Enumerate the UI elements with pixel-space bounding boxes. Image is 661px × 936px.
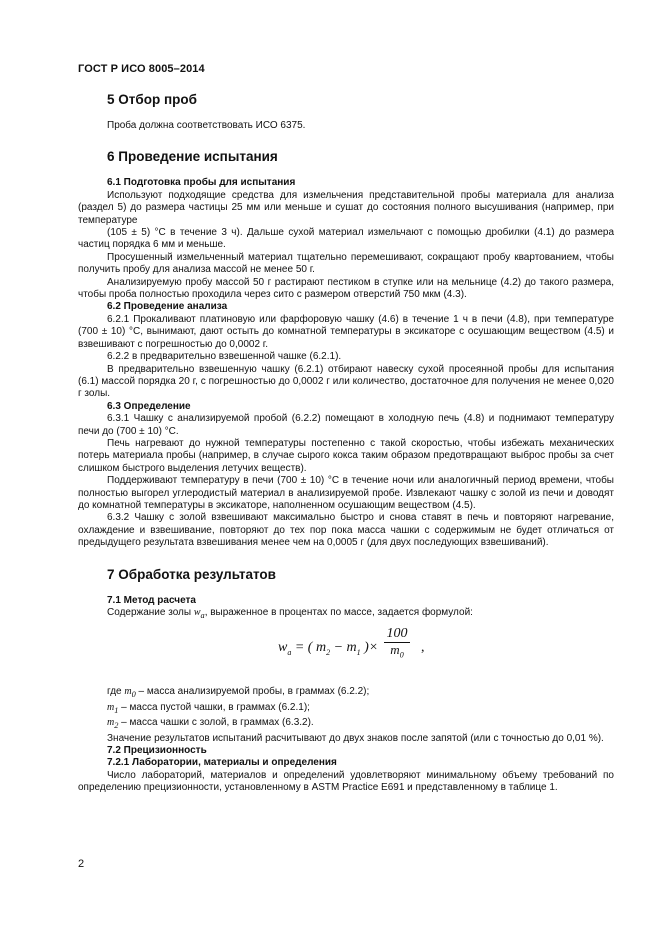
- section-5-text: Проба должна соответствовать ИСО 6375.: [107, 120, 306, 131]
- section-5-title: 5 Отбор проб: [107, 92, 197, 107]
- formula-intro: Содержание золы $w_a$, выраженное в процентах по массе, задается формулой:: [107, 607, 473, 620]
- standard-header: ГОСТ Р ИСО 8005–2014: [78, 63, 205, 75]
- section-7-title: 7 Обработка результатов: [107, 566, 276, 582]
- paragraph: 6.3.2 Чашку с золой взвешивают максимально быстро и снова ставят в печь и повторяют нагревание, охлаждение и взвешивание, повторяют до тех пор пока масса чашки с содержимым не будет отличаться от предыдущего результата взвешивания менее чем на 0,0005 г (для двух последующих взвешиваний).: [78, 512, 614, 549]
- document-body: [78, 92, 614, 795]
- subsection-6-3-title: 6.3 Определение: [107, 400, 191, 412]
- paragraph: Используют подходящие средства для измельчения представительной пробы материала для анализа (раздел 5) до размера частицы 25 мм или меньше и сушат до состояния полного высушивания (например, при температуре: [78, 189, 614, 226]
- paragraph: Поддерживают температуру в печи (700 ± 10) °С в течение ночи или аналогичный период времени, чтобы полностью выгорел углеродистый материал в анализируемой пробе. Извлекают чашку с золой из печи и доводят до комнатной температуры в эксикаторе, наполненном осушающим веществом (4.5).: [78, 475, 614, 511]
- paragraph: Анализируемую пробу массой 50 г растирают пестиком в ступке или на мельнице (4.2) до такого размера, чтобы проба полностью проходила через сито с размером отверстий 750 мкм (4.3).: [78, 276, 614, 301]
- subsection-7-2-1-title: 7.2.1 Лаборатории, материалы и определения: [107, 757, 337, 769]
- paragraph: 6.3.1 Чашку с анализируемой пробой (6.2.2) помещают в холодную печь (4.8) и поднимают температуру печи до (700 ± 10) °С.: [78, 413, 614, 437]
- formula-numerator: 100: [384, 628, 410, 642]
- variable-definition-m0: где $m_0$ – масса анализируемой пробы, в граммах (6.2.2);: [107, 686, 370, 700]
- paragraph: Число лабораторий, материалов и определений удовлетворяют минимальному объему требований по определению прецизионности, установленному в ASTM Practice E691 и представленному в таблице 1.: [78, 769, 614, 794]
- subsection-7-1-title: 7.1 Метод расчета: [107, 594, 196, 606]
- paragraph: 6.2.2 в предварительно взвешенной чашке (6.2.1).: [107, 351, 342, 363]
- paragraph: Значение результатов испытаний расчитывают до двух знаков после запятой (или с точностью до 0,01 %).: [107, 732, 604, 744]
- variable-definition-m1: $m_1$ – масса пустой чашки, в граммах (6.2.1);: [107, 701, 310, 715]
- subsection-6-2-title: 6.2 Проведение анализа: [107, 301, 228, 313]
- variable-definition-m2: $m_2$ – масса чашки с золой, в граммах (6.3.2).: [107, 717, 314, 731]
- paragraph: (105 ± 5) °С в течение 3 ч). Дальше сухой материал измельчают с помощью дробилки (4.1) до размера частиц порядка 6 мм и меньше.: [78, 227, 614, 251]
- paragraph: В предварительно взвешенную чашку (6.2.1) отбирают навеску сухой просеянной пробы для испытания (6.1) массой порядка 20 г, с погрешностью до 0,0002 г или количество, достаточное для получения не менее 0,020 г золы.: [78, 363, 614, 400]
- subsection-6-1-title: 6.1 Подготовка пробы для испытания: [107, 177, 296, 189]
- formula-denominator: $m_0$: [390, 641, 404, 660]
- paragraph: Печь нагревают до нужной температуры постепенно с такой скоростью, чтобы избежать механических потерь материала пробы (например, в случае сырого кокса таким образом предотвращают выброс пробы за счет слишком быстрого выделения летучих веществ).: [78, 437, 614, 474]
- paragraph: 6.2.1 Прокаливают платиновую или фарфоровую чашку (4.6) в течение 1 ч в печи (4.8), при температуре (700 ± 10) °С, вынимают, дают остыть до комнатной температуры в эксикаторе с осушающим веществом (4.5) и взвешивают с погрешностью до 0,0002 г.: [78, 313, 614, 350]
- paragraph: Просушенный измельченный материал тщательно перемешивают, сокращают пробу квартованием, чтобы получить пробу для анализа массой не менее 50 г.: [78, 251, 614, 276]
- subsection-7-2-title: 7.2 Прецизионность: [107, 745, 207, 757]
- page-number: 2: [78, 858, 85, 870]
- section-6-title: 6 Проведение испытания: [107, 149, 278, 165]
- ash-content-formula: $w_a$ = ( $m_2 - m_1$ )× $\frac{100}{m_0}$ ,: [78, 628, 614, 672]
